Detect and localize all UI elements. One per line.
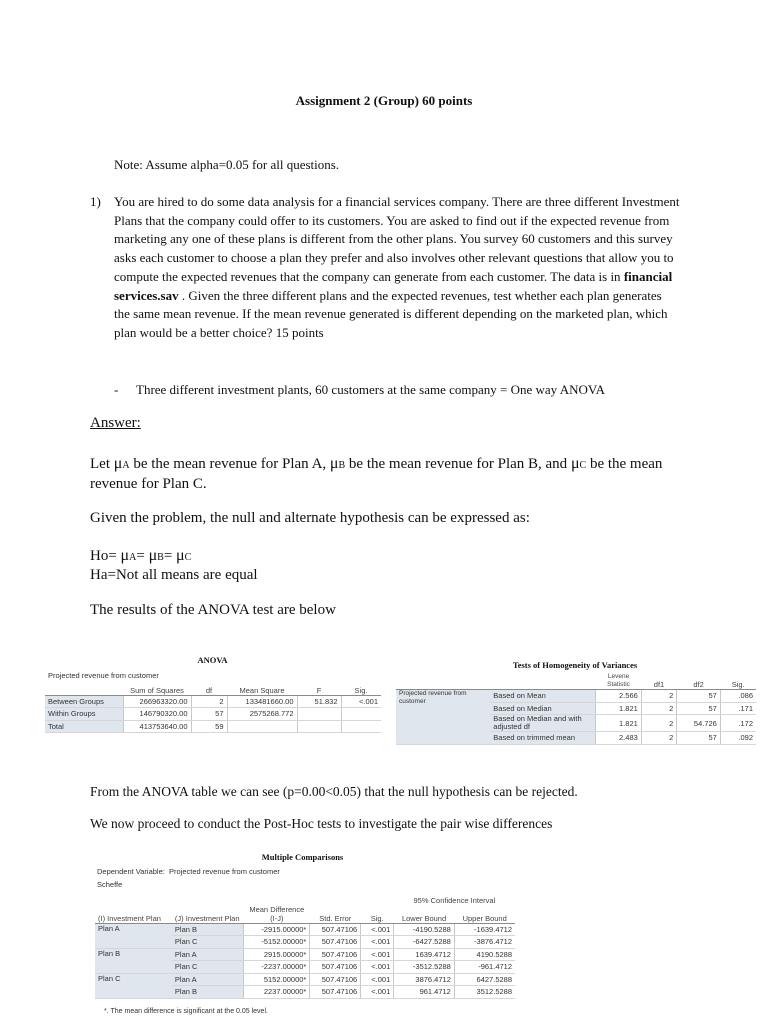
mc-cell: Plan C bbox=[172, 936, 244, 949]
anova-cell bbox=[341, 708, 381, 721]
note-text: Note: Assume alpha=0.05 for all questions. bbox=[114, 157, 340, 172]
anova-cell: 2575268.772 bbox=[227, 708, 297, 721]
mu-symbol: μ bbox=[148, 547, 158, 564]
levene-cell: Based on trimmed mean bbox=[490, 732, 596, 745]
mc-cell: -2915.00000* bbox=[244, 923, 310, 936]
mc-cell: Plan A bbox=[172, 973, 244, 986]
anova-header-f: F bbox=[297, 683, 341, 695]
anova-cell: 2 bbox=[191, 695, 227, 708]
mc-cell: -961.4712 bbox=[454, 961, 515, 974]
anova-cell: 146790320.00 bbox=[123, 708, 191, 721]
mc-cell: 507.47106 bbox=[310, 986, 361, 999]
levene-cell: 57 bbox=[677, 702, 721, 715]
mc-cell: Plan C bbox=[172, 961, 244, 974]
mc-cell: <.001 bbox=[361, 936, 394, 949]
levene-header-stat: Levene Statistic bbox=[596, 673, 642, 690]
anova-cell: Within Groups bbox=[45, 708, 123, 721]
levene-cell: 1.821 bbox=[596, 715, 642, 732]
mc-header-sig: Sig. bbox=[361, 905, 394, 924]
hypothesis-intro: Given the problem, the null and alternate hypothesis can be expressed as: bbox=[90, 510, 530, 526]
anova-cell: Between Groups bbox=[45, 695, 123, 708]
levene-cell: .172 bbox=[720, 715, 756, 732]
mc-row bbox=[95, 948, 515, 961]
mc-footnote: *. The mean difference is significant at the 0.05 level. bbox=[104, 1008, 268, 1015]
anova-cell: Total bbox=[45, 720, 123, 733]
anova-header-row bbox=[45, 683, 381, 695]
mc-dv-label: Dependent Variable: bbox=[97, 867, 165, 876]
mc-i-plan: Plan B bbox=[95, 948, 172, 973]
bullet-dash: - bbox=[114, 382, 119, 397]
mu-symbol: μ bbox=[113, 455, 123, 472]
mc-cell: <.001 bbox=[361, 973, 394, 986]
mc-cell: -5152.00000* bbox=[244, 936, 310, 949]
levene-dv: Projected revenue from customer bbox=[396, 690, 490, 745]
page-title: Assignment 2 (Group) 60 points bbox=[295, 93, 473, 108]
anova-cell bbox=[227, 720, 297, 733]
question-1 bbox=[90, 193, 680, 343]
levene-header-sig: Sig. bbox=[720, 673, 756, 690]
levene-cell: 2.483 bbox=[596, 732, 642, 745]
levene-header-df1: df1 bbox=[641, 673, 676, 690]
question-text-post: . Given the three different plans and the expected revenues, test whether each plan generates the same mean revenue. If the mean revenue generated is different depending on the marketed plan, which plan would be a better choice? 15 points bbox=[114, 287, 668, 340]
levene-cell: 2 bbox=[641, 715, 676, 732]
anova-cell: 57 bbox=[191, 708, 227, 721]
alt-hypothesis: Ha=Not all means are equal bbox=[90, 567, 258, 583]
anova-cell bbox=[297, 708, 341, 721]
levene-header-blank bbox=[490, 673, 596, 690]
mc-i-plan: Plan C bbox=[95, 973, 172, 998]
mc-i-plan: Plan A bbox=[95, 923, 172, 948]
levene-row bbox=[396, 690, 756, 703]
let-text-4: be the mean revenue for Plan C. bbox=[90, 456, 663, 492]
anova-dv: Projected revenue from customer bbox=[48, 671, 159, 680]
mc-cell: Plan A bbox=[172, 948, 244, 961]
mc-header-se: Std. Error bbox=[310, 905, 361, 924]
mc-row bbox=[95, 923, 515, 936]
mc-cell: Plan B bbox=[172, 923, 244, 936]
anova-table bbox=[45, 683, 381, 733]
anova-row bbox=[45, 695, 381, 708]
question-text-pre: You are hired to do some data analysis for a financial services company. There are three different Investment Plans that the company could offer to its customers. You are asked to find out if the expected revenue from marketing any one of these plans is different from the other plans. You survey 60 customers and this survey asks each customer to choose a plan they prefer and also involves other relevant questions that allow you to compute the expected revenues that the company can generate from each customer. The data is in bbox=[114, 194, 680, 284]
subscript-b: B bbox=[157, 552, 164, 563]
mc-row bbox=[95, 973, 515, 986]
mc-cell: -1639.4712 bbox=[454, 923, 515, 936]
question-number: 1) bbox=[90, 194, 101, 209]
mc-cell: -6427.5288 bbox=[394, 936, 455, 949]
null-hypothesis bbox=[90, 547, 191, 567]
subscript-a: A bbox=[122, 460, 130, 471]
subscript-c: C bbox=[184, 552, 192, 563]
levene-cell: 2.566 bbox=[596, 690, 642, 703]
anova-cell: 51.832 bbox=[297, 695, 341, 708]
equals: = bbox=[136, 548, 149, 564]
mc-header-row-1 bbox=[95, 893, 515, 905]
levene-cell: 2 bbox=[641, 702, 676, 715]
mc-cell: -3512.5288 bbox=[394, 961, 455, 974]
mc-cell: 507.47106 bbox=[310, 923, 361, 936]
mc-header-lower: Lower Bound bbox=[394, 905, 455, 924]
mc-title: Multiple Comparisons bbox=[261, 852, 344, 862]
subscript-c: C bbox=[579, 460, 587, 471]
levene-header-row bbox=[396, 673, 756, 690]
levene-cell: 57 bbox=[677, 690, 721, 703]
posthoc-intro: We now proceed to conduct the Post-Hoc tests to investigate the pair wise differences bbox=[90, 816, 553, 831]
mc-cell: -2237.00000* bbox=[244, 961, 310, 974]
mc-cell: 507.47106 bbox=[310, 961, 361, 974]
answer-heading: Answer: bbox=[90, 415, 141, 431]
mc-cell: 3512.5288 bbox=[454, 986, 515, 999]
mc-cell: 507.47106 bbox=[310, 973, 361, 986]
data-filename: financial services.sav bbox=[114, 268, 673, 303]
anova-cell: 413753640.00 bbox=[123, 720, 191, 733]
bullet-text: Three different investment plants, 60 customers at the same company = One way ANOVA bbox=[136, 382, 605, 397]
levene-header-blank bbox=[396, 673, 490, 690]
levene-cell: 2 bbox=[641, 690, 676, 703]
mc-header-i: (I) Investment Plan bbox=[95, 905, 172, 924]
mc-cell: Plan B bbox=[172, 986, 244, 999]
subscript-b: B bbox=[338, 460, 346, 471]
anova-header-ms: Mean Square bbox=[227, 683, 297, 695]
mu-symbol: μ bbox=[570, 455, 580, 472]
levene-table bbox=[396, 673, 756, 745]
mc-cell: 1639.4712 bbox=[394, 948, 455, 961]
mu-symbol: μ bbox=[329, 455, 339, 472]
anova-cell bbox=[297, 720, 341, 733]
anova-header-ss: Sum of Squares bbox=[123, 683, 191, 695]
mc-cell: 4190.5288 bbox=[454, 948, 515, 961]
anova-cell: 266963320.00 bbox=[123, 695, 191, 708]
mc-cell: 507.47106 bbox=[310, 936, 361, 949]
let-text-1: Let bbox=[90, 456, 114, 472]
mc-header-row-2 bbox=[95, 905, 515, 924]
levene-cell: Based on Median and with adjusted df bbox=[490, 715, 596, 732]
mc-cell: 3876.4712 bbox=[394, 973, 455, 986]
mu-symbol: μ bbox=[176, 547, 185, 564]
anova-cell: <.001 bbox=[341, 695, 381, 708]
mc-header-j: (J) Investment Plan bbox=[172, 905, 244, 924]
let-text-3: be the mean revenue for Plan B, and bbox=[345, 456, 571, 472]
levene-title: Tests of Homogeneity of Variances bbox=[512, 660, 638, 670]
anova-header-blank bbox=[45, 683, 123, 695]
mc-cell: 5152.00000* bbox=[244, 973, 310, 986]
mc-dv-line bbox=[97, 867, 280, 876]
mc-cell: 6427.5288 bbox=[454, 973, 515, 986]
anova-cell bbox=[341, 720, 381, 733]
mc-cell: 2915.00000* bbox=[244, 948, 310, 961]
levene-cell: Based on Mean bbox=[490, 690, 596, 703]
mu-symbol: μ bbox=[120, 547, 130, 564]
mc-cell: 507.47106 bbox=[310, 948, 361, 961]
mc-cell: -4190.5288 bbox=[394, 923, 455, 936]
mc-table bbox=[95, 893, 515, 999]
mc-cell: -3876.4712 bbox=[454, 936, 515, 949]
mc-method: Scheffe bbox=[97, 880, 123, 889]
equals: = bbox=[163, 548, 177, 564]
mc-dv: Projected revenue from customer bbox=[169, 867, 280, 876]
mc-header-blank bbox=[95, 893, 394, 905]
mc-cell: <.001 bbox=[361, 948, 394, 961]
mc-ci-header: 95% Confidence Interval bbox=[413, 895, 496, 905]
levene-cell: .171 bbox=[720, 702, 756, 715]
anova-header-sig: Sig. bbox=[341, 683, 381, 695]
anova-cell: 133481660.00 bbox=[227, 695, 297, 708]
anova-conclusion: From the ANOVA table we can see (p=0.00<0.05) that the null hypothesis can be rejected. bbox=[90, 784, 578, 799]
levene-cell: 2 bbox=[641, 732, 676, 745]
subscript-a: A bbox=[129, 552, 137, 563]
anova-row bbox=[45, 720, 381, 733]
anova-title: ANOVA bbox=[197, 655, 228, 665]
mc-header-diff: Mean Difference (I-J) bbox=[244, 905, 310, 924]
levene-cell: Based on Median bbox=[490, 702, 596, 715]
levene-cell: 1.821 bbox=[596, 702, 642, 715]
levene-cell: .092 bbox=[720, 732, 756, 745]
question-body bbox=[114, 193, 680, 343]
levene-cell: 54.726 bbox=[677, 715, 721, 732]
let-text-2: be the mean revenue for Plan A, bbox=[129, 456, 330, 472]
ho-prefix: Ho= bbox=[90, 548, 121, 564]
levene-header-df2: df2 bbox=[677, 673, 721, 690]
anova-cell: 59 bbox=[191, 720, 227, 733]
let-paragraph bbox=[90, 455, 690, 493]
mc-cell: <.001 bbox=[361, 923, 394, 936]
anova-row bbox=[45, 708, 381, 721]
anova-header-df: df bbox=[191, 683, 227, 695]
levene-cell: 57 bbox=[677, 732, 721, 745]
bullet-line bbox=[114, 382, 605, 398]
mc-cell: <.001 bbox=[361, 961, 394, 974]
mc-header-upper: Upper Bound bbox=[454, 905, 515, 924]
mc-cell: 961.4712 bbox=[394, 986, 455, 999]
results-intro: The results of the ANOVA test are below bbox=[90, 602, 336, 618]
mc-cell: 2237.00000* bbox=[244, 986, 310, 999]
mc-cell: <.001 bbox=[361, 986, 394, 999]
levene-cell: .086 bbox=[720, 690, 756, 703]
